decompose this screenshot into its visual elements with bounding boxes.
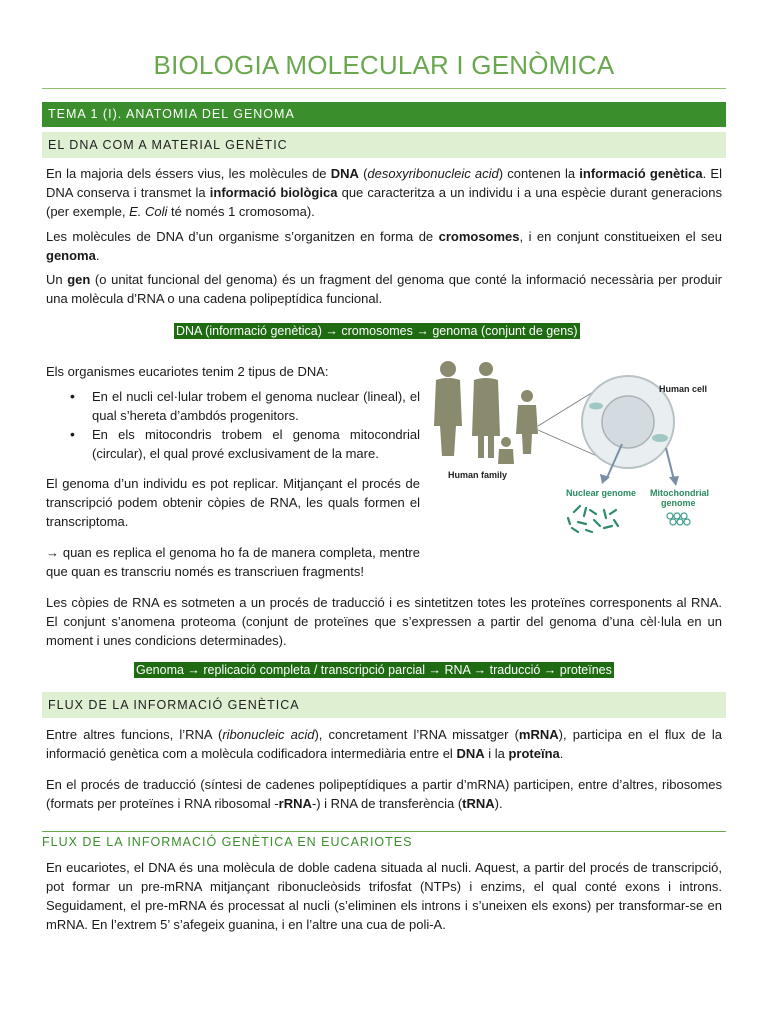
section-heading-eucariotes: FLUX DE LA INFORMACIÓ GENÈTICA EN EUCARIOTES (42, 835, 413, 849)
section-heading-dna: EL DNA COM A MATERIAL GENÈTIC (42, 132, 726, 158)
human-family-label: Human family (448, 470, 508, 480)
paragraph-dna-intro: En la majoria dels éssers vius, les molècules de DNA (desoxyribonucleic acid) contenen la informació genètica. El DNA conserva i transmet la informació biològica que caracteritza a un individu i a una espècie durant generacions (per exemple, E. Coli té només 1 cromosoma). (46, 166, 722, 219)
paragraph-replication: El genoma d’un individu es pot replicar. Mitjançant el procés de transcripció podem obtenir còpies de RNA, les quals formen el transcriptoma. (46, 476, 420, 529)
mito-genome-icon (667, 513, 690, 525)
paragraph-eucariotes: En eucariotes, el DNA és una molècula de doble cadena situada al nucli. Aquest, a partir del procés de transcripció, pot formar un pre-mRNA mitjançant ribonucleòsids trifosfat (NTPs) i enzims, el qual conté exons i introns. Seguidament, el pre-mRNA és processat al nucli (s’eliminen els introns i s’uneixen els exons) per transformar-se en mRNA. En l’extrem 5’ s’afegeix guanina, i en l’altre una cua de poli-A. (46, 860, 722, 932)
list-item: • En els mitocondris trobem el genoma mitocondrial (circular), el qual prové exclusivament de la mare. (66, 425, 420, 463)
tema-heading: TEMA 1 (I). ANATOMIA DEL GENOMA (42, 102, 726, 127)
paragraph-gen: Un gen (o unitat funcional del genoma) és un fragment del genoma que conté la informació necessària per produir una molècula d’RNA o una cadena polipeptídica funcional. (46, 272, 722, 306)
highlight-genoma-flow: Genoma → replicació completa / transcripció parcial → RNA → traducció → proteïnes (136, 663, 612, 677)
mitochondrial-genome-label: Mitochondrial (650, 488, 709, 498)
paragraph-cromosomes: Les molècules de DNA d’un organisme s’organitzen en forma de cromosomes, i en conjunt constitueixen el seu genoma. (46, 229, 722, 263)
title-divider (42, 88, 726, 89)
paragraph-traduccio: Les còpies de RNA es sotmeten a un procés de traducció i es sintetitzen totes les proteïnes corresponents al RNA. El conjunt s’anomena proteoma (conjunt de proteïnes que s’expressen a partir del genoma d’una cèl·lula en un moment i unes condicions determinades). (46, 595, 722, 648)
document-title: BIOLOGIA MOLECULAR I GENÒMICA (153, 50, 615, 80)
human-cell-label: Human cell (659, 384, 708, 394)
human-family-icon (434, 361, 538, 464)
mitochondrion-icon (652, 434, 668, 442)
section-heading-flux: FLUX DE LA INFORMACIÓ GENÈTICA (42, 692, 726, 718)
list-item: • En el nucli cel·lular trobem el genoma nuclear (lineal), el qual s’hereta d’ambdós progenitors. (66, 387, 420, 425)
paragraph-replica-note: → quan es replica el genoma ho fa de manera completa, mentre que quan es transcriu només es transcriuen fragments! (46, 545, 420, 579)
genome-figure (428, 356, 728, 536)
paragraph-dna-types: Els organismes eucariotes tenim 2 tipus de DNA: (46, 364, 329, 379)
nucleus-icon (602, 396, 654, 448)
paragraph-rna: Entre altres funcions, l’RNA (ribonucleic acid), concretament l’RNA missatger (mRNA), participa en el flux de la informació genètica com a molècula codificadora intermediària entre el DNA i la proteïna. (46, 727, 722, 761)
mitochondrion-icon (589, 403, 603, 410)
highlight-dna-flow: DNA (informació genètica) → cromosomes → genoma (conjunt de gens) (176, 324, 578, 338)
dna-types-list (66, 387, 420, 463)
paragraph-ribosomes: En el procés de traducció (síntesi de cadenes polipeptídiques a partir d’mRNA) participen, entre d’altres, ribosomes (formats per proteïnes i RNA ribosomal -rRNA-) i RNA de transferència (tRNA). (46, 777, 722, 811)
section-divider (42, 831, 726, 832)
nuclear-genome-label: Nuclear genome (566, 488, 637, 498)
chromosomes-icon (568, 506, 618, 532)
mitochondrial-genome-label-2: genome (661, 498, 696, 508)
